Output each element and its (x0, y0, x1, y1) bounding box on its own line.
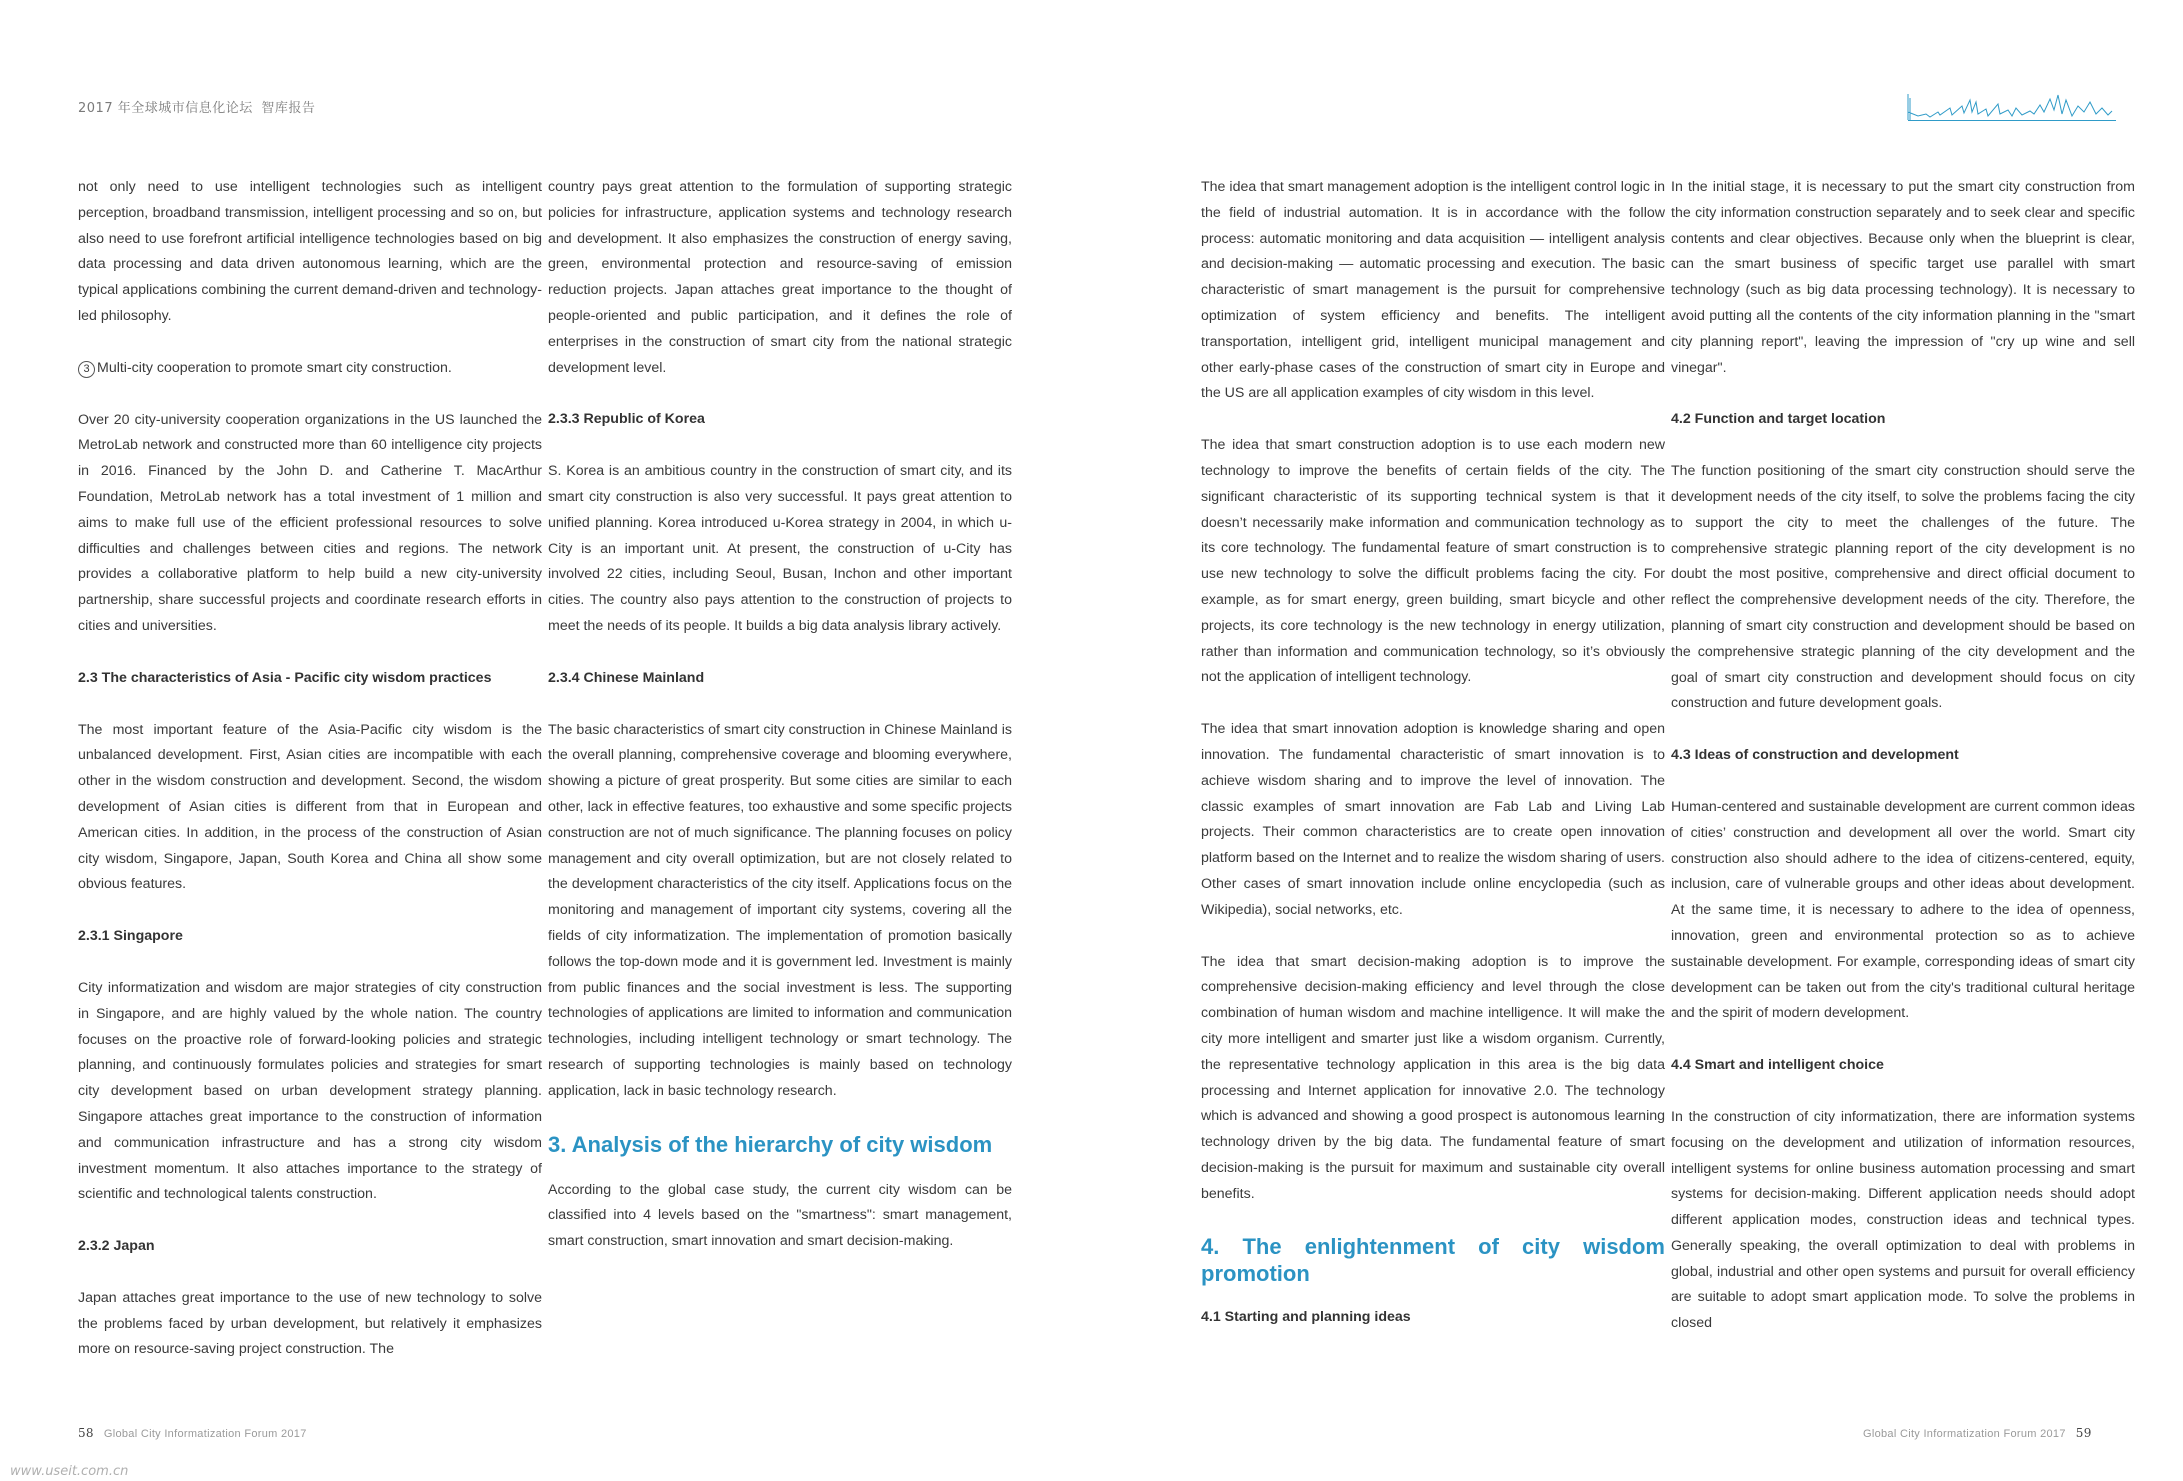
paragraph: Over 20 city-university cooperation organizations in the US launched the MetroLab network and constructed more than 60 intelligence city projects in 2016. Financed by the John D. and Catherine T. MacArthur Foundation, MetroLab network has a total investment of 1 million and aims to make full use of the efficient professional resources to solve difficulties and challenges between cities and regions. The network provides a collaborative platform to help build a new city-university partnership, share successful projects and coordinate research efforts in cities and universities. (78, 411, 542, 634)
header-subtitle: 智库报告 (261, 101, 316, 116)
page-number-right: 59 (2075, 1426, 2092, 1440)
page-number-left: 58 (78, 1426, 94, 1440)
list-item-text: Multi-city cooperation to promote smart city construction. (97, 359, 452, 376)
paragraph: The idea that smart decision-making adoption is to improve the comprehensive decision-making efficiency and level through the close combination of human wisdom and machine intelligence. It will make the city more intelligent and smarter just like a wisdom organism. Currently, the representative technology application in this area is the big data processing and Internet application for innovative 2.0. The technology which is advanced and showing a good prospect is autonomous learning technology driven by the big data. The fundamental feature of smart decision-making is the pursuit for maximum and sustainable city overall benefits. (1201, 953, 1665, 1202)
paragraph: Japan attaches great importance to the use of new technology to solve the problems faced by urban development, but relatively it emphasizes more on resource-saving project construction. The (78, 1289, 542, 1358)
circled-number: 3 (78, 361, 95, 378)
footer-left-text: Global City Informatization Forum 2017 (103, 1428, 307, 1440)
list-item (78, 356, 542, 382)
subsection-heading: 4.3 Ideas of construction and development (1671, 747, 1959, 764)
subsection-heading: 4.1 Starting and planning ideas (1201, 1309, 1411, 1326)
paragraph: The idea that smart management adoption is the intelligent control logic in the field of industrial automation. It is in accordance with the follow process: automatic monitoring and data acquisition — intelligent analysis and decision-making — automatic processing and execution. The basic characteristic of smart management is the pursuit for comprehensive optimization of system efficiency and benefits. The intelligent transportation, intelligent grid, intelligent municipal management and other early-phase cases of the construction of smart city in Europe and the US are all application examples of city wisdom in this level. (1201, 179, 1665, 402)
paragraph: S. Korea is an ambitious country in the construction of smart city, and its smart city construction is also very successful. It pays great attention to unified planning. Korea introduced u-Korea strategy in 2004, in which u-City is an important unit. At present, the construction of u-City has involved 22 cities, including Seoul, Busan, Inchon and other important cities. The country also pays attention to the construction of projects to meet the needs of its people. It builds a big data analysis library actively. (548, 463, 1012, 634)
paragraph: country pays great attention to the formulation of supporting strategic policies for infrastructure, application systems and technology research and development. It also emphasizes the construction of energy saving, green, environmental protection and resource-saving of emission reduction projects. Japan attaches great importance to the thought of people-oriented and public participation, and it defines the role of enterprises in the construction of smart city from the national strategic development level. (548, 179, 1012, 376)
paragraph: According to the global case study, the current city wisdom can be classified into 4 levels based on the "smartness": smart management, smart construction, smart innovation and smart decision-making. (548, 1181, 1012, 1250)
section-heading: 4. The enlightenment of city wisdom promotion (1201, 1234, 1665, 1287)
column-1 (78, 175, 542, 1389)
footer-left (68, 1426, 307, 1440)
subsection-heading: 2.3.2 Japan (78, 1238, 155, 1255)
paragraph: not only need to use intelligent technologies such as intelligent perception, broadband transmission, intelligent processing and so on, but also need to use forefront artificial intelligence technologies based on big data processing and data driven autonomous learning, which are the typical applications combining the current demand-driven and technology-led philosophy. (78, 179, 542, 324)
footer-right (1863, 1426, 2102, 1440)
footer-right-text: Global City Informatization Forum 2017 (1863, 1428, 2066, 1440)
watermark: www.useit.com.cn (10, 1464, 129, 1479)
subsection-heading: 2.3.3 Republic of Korea (548, 411, 705, 428)
paragraph: Human-centered and sustainable development are current common ideas of cities’ construction and development all over the world. Smart city construction also should adhere to the idea of citizens-centered, equity, inclusion, care of vulnerable groups and other ideas about development. At the same time, it is necessary to adhere to the idea of openness, innovation, green and environmental protection so as to achieve sustainable development. For example, corresponding ideas of smart city development can be taken out from the city's traditional cultural heritage and the spirit of modern development. (1671, 798, 2135, 1022)
paragraph: The basic characteristics of smart city construction in Chinese Mainland is the overall planning, comprehensive coverage and blooming everywhere, showing a picture of great prosperity. But some cities are similar to each other, lack in effective features, too exhaustive and some specific projects construction are not of much significance. The planning focuses on policy management and city overall optimization, but are not closely related to the development characteristics of the city itself. Applications focus on the monitoring and management of important city systems, covering all the fields of city informatization. The implementation of promotion basically follows the top-down mode and it is government led. Investment is mainly from public finances and the social investment is less. The supporting technologies of applications are limited to information and communication technologies, including intelligent technology or smart technology. The research of supporting technologies is mainly based on technology application, lack in basic technology research. (548, 721, 1012, 1099)
subsection-heading: 4.4 Smart and intelligent choice (1671, 1057, 1884, 1074)
column-2 (548, 175, 1012, 1281)
subsection-heading: 4.2 Function and target location (1671, 411, 1886, 428)
paragraph: City informatization and wisdom are major strategies of city construction in Singapore, and are highly valued by the whole nation. The country focuses on the proactive role of forward-looking policies and strategic planning, and continuously formulates policies and strategies for smart city development based on urban development strategy planning. Singapore attaches great importance to the construction of information and communication infrastructure and has a strong city wisdom investment momentum. It also attaches importance to the strategy of scientific and technological talents construction. (78, 979, 542, 1203)
paragraph: The most important feature of the Asia-Pacific city wisdom is the unbalanced development. First, Asian cities are incompatible with each other in the wisdom construction and development. Second, the wisdom development of Asian cities is different from that in European and American cities. In addition, in the process of the construction of Asian city wisdom, Singapore, Japan, South Korea and China all show some obvious features. (78, 721, 542, 893)
paragraph: The function positioning of the smart city construction should serve the development needs of the city itself, to solve the problems facing the city to support the city to meet the challenges of the future. The comprehensive strategic planning report of the city development is no doubt the most positive, comprehensive and direct official document to reflect the comprehensive development needs of the city. Therefore, the planning of smart city construction and development should be based on the comprehensive strategic planning of the city development and the goal of smart city construction and development should focus on city construction and future development goals. (1671, 463, 2135, 712)
header-rule-right (1908, 120, 2116, 121)
header-title: 2017 年全球城市信息化论坛 (78, 101, 253, 116)
paragraph: In the construction of city informatization, there are information systems focusing on the development and utilization of information resources, intelligent systems for online business automation processing and smart systems for decision-making. Different application needs should adopt different application modes, construction ideas and technical types. Generally speaking, the overall optimization to deal with problems in global, industrial and other open systems and pursuit for overall efficiency are suitable to adopt smart application mode. To solve the problems in closed (1671, 1108, 2135, 1332)
column-4 (1671, 175, 2135, 1363)
paragraph: The idea that smart innovation adoption is knowledge sharing and open innovation. The fundamental characteristic of smart innovation is to achieve wisdom sharing and to improve the level of innovation. The classic examples of smart innovation are Fab Lab and Living Lab projects. Their common characteristics are to create open innovation platform based on the Internet and to realize the wisdom sharing of users. Other cases of smart innovation include online encyclopedia (such as Wikipedia), social networks, etc. (1201, 721, 1665, 918)
running-header (78, 97, 315, 116)
column-3 (1201, 175, 1665, 1357)
subsection-heading: 2.3.4 Chinese Mainland (548, 669, 705, 686)
subsection-heading: 2.3.1 Singapore (78, 928, 183, 945)
paragraph: The idea that smart construction adoption is to use each modern new technology to improve the benefits of certain fields of the city. The significant characteristic of its supporting technical system is that it doesn’t necessarily make information and communication technology as its core technology. The fundamental feature of smart construction is to use new technology to solve the difficult problems facing the city. For example, as for smart energy, green building, smart bicycle and other projects, its core technology is the new technology in energy utilization, rather than information and communication technology, so it’s obviously not the application of intelligent technology. (1201, 437, 1665, 686)
skyline-logo (1906, 90, 2114, 121)
section-heading: 3. Analysis of the hierarchy of city wisdom (548, 1131, 993, 1157)
paragraph: In the initial stage, it is necessary to put the smart city construction from the city information construction separately and to seek clear and specific contents and clear objectives. Because only when the blueprint is clear, can the smart business of specific target use parallel with smart technology (such as big data processing technology). It is necessary to avoid putting all the contents of the city information planning in the "smart city planning report", leaving the impression of "cry up wine and sell vinegar". (1671, 179, 2135, 376)
subsection-heading: 2.3 The characteristics of Asia - Pacific city wisdom practices (78, 669, 492, 686)
